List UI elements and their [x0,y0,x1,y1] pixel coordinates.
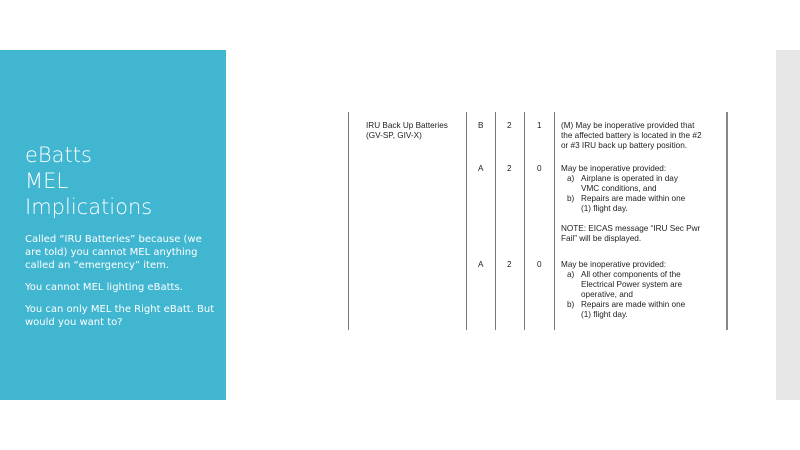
item-marker: b) [567,194,575,203]
required-cell: 0 [537,260,542,269]
category-cell: B [478,121,484,130]
remarks-intro: May be inoperative provided: [561,164,667,173]
column-divider [348,112,349,330]
required-cell: 1 [537,121,542,130]
note-line: NOTE: EICAS message “IRU Sec Pwr [561,224,701,233]
title-line: Implications [25,195,153,219]
column-divider [495,112,496,330]
side-strip [776,50,800,400]
title-panel [0,50,226,400]
remarks-intro: May be inoperative provided: [561,260,667,269]
item-line: Electrical Power system are [581,280,683,289]
remarks-item [565,270,721,300]
remarks-cell [561,121,721,151]
remarks-cell [561,260,721,320]
item-line: Airplane is operated in day [581,174,678,183]
remarks-item [565,194,721,214]
body-paragraph: Called “IRU Batteries” because (we are told) you cannot MEL anything called an “emergency” item. [25,234,202,271]
item-line: VMC conditions, and [581,184,657,193]
item-line: (1) flight day. [581,310,628,319]
title-line: MEL [25,169,69,193]
slide-title [25,142,220,220]
category-cell: A [478,164,484,173]
item-line: operative, and [581,290,633,299]
installed-cell: 2 [507,164,512,173]
column-divider [554,112,555,330]
required-cell: 0 [537,164,542,173]
installed-cell: 2 [507,260,512,269]
category-cell: A [478,260,484,269]
item-line: Repairs are made within one [581,194,686,203]
item-line: (1) flight day. [581,204,628,213]
title-line: eBatts [25,143,92,167]
item-marker: b) [567,300,575,309]
body-paragraph: You can only MEL the Right eBatt. But would you want to? [25,304,215,328]
item-line: Repairs are made within one [581,300,686,309]
item-line: IRU Back Up Batteries [366,121,448,130]
item-marker: a) [567,270,575,279]
remarks-line: the affected battery is located in the #2 [561,131,702,140]
column-divider [466,112,467,330]
note-line: Fail” will be displayed. [561,234,642,243]
remarks-item [565,174,721,194]
installed-cell: 2 [507,121,512,130]
slide-body [25,233,220,338]
item-marker: a) [567,174,575,183]
body-paragraph: You cannot MEL lighting eBatts. [25,282,183,293]
item-line: (GV-SP, GIV-X) [366,131,422,140]
mel-table [348,112,730,330]
remarks-line: (M) May be inoperative provided that [561,121,695,130]
remarks-cell [561,164,721,244]
remarks-line: or #3 IRU back up battery position. [561,141,688,150]
column-divider [726,112,728,330]
remarks-item [565,300,721,320]
column-divider [524,112,525,330]
item-name [366,121,448,141]
item-line: All other components of the [581,270,681,279]
